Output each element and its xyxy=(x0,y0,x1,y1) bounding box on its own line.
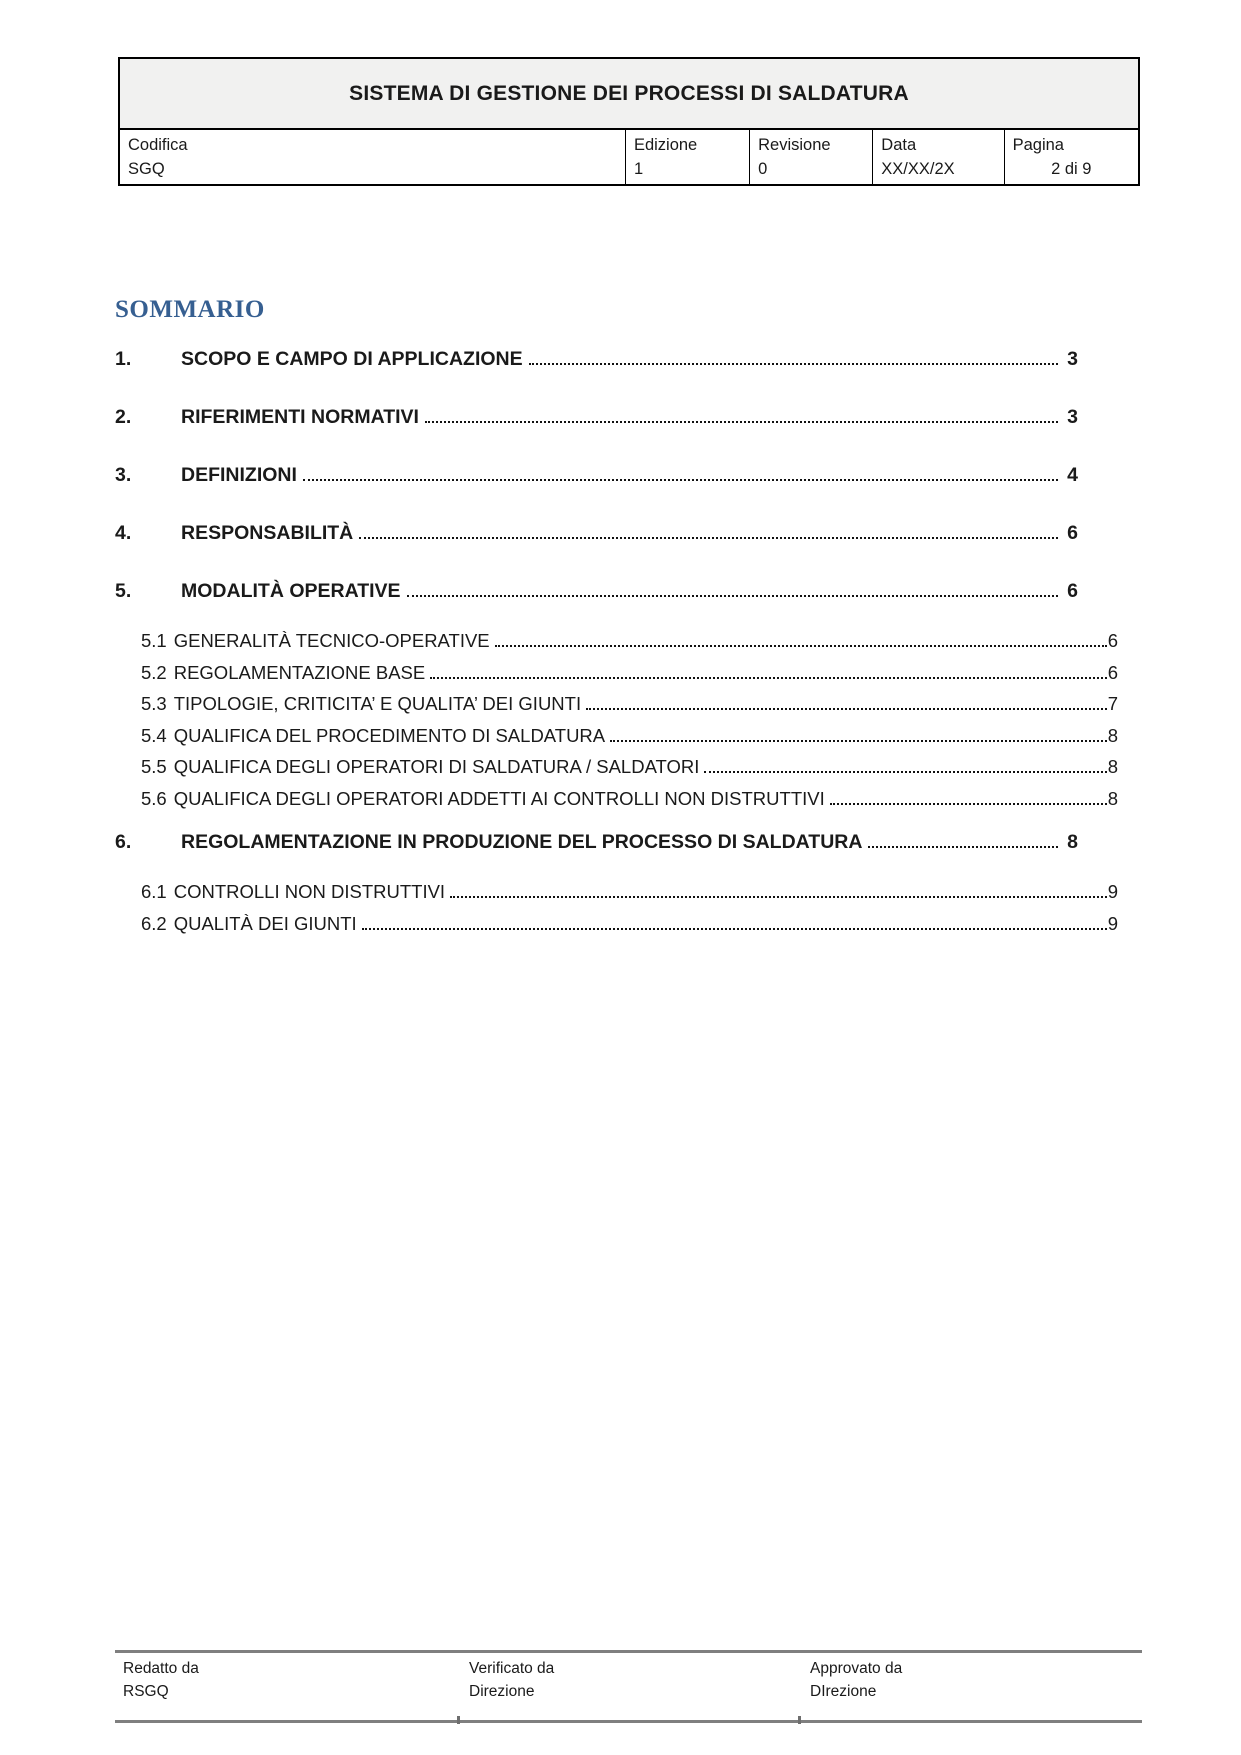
document-header-fields xyxy=(120,130,1138,184)
toc-entry-number: 6. xyxy=(115,831,132,853)
toc-entry-page: 7 xyxy=(1107,693,1118,714)
dotted-leader xyxy=(425,421,1058,423)
toc-entry-number: 1. xyxy=(115,348,132,370)
toc-entry-page: 8 xyxy=(1107,787,1118,809)
toc-entry-label: RESPONSABILITÀ xyxy=(181,522,354,544)
toc-entry-label: SCOPO E CAMPO DI APPLICAZIONE xyxy=(181,348,523,370)
toc-entry-label: QUALIFICA DEL PROCEDIMENTO DI SALDATURA xyxy=(173,724,606,746)
toc-entry-number: 5.5 xyxy=(141,756,167,777)
toc-entry-label: QUALIFICA DEGLI OPERATORI ADDETTI AI CONTROLLI NON DISTRUTTIVI xyxy=(173,787,825,809)
toc-subsection-group-5 xyxy=(115,630,1118,819)
table-of-contents xyxy=(115,296,1118,954)
toc-entry-number: 5. xyxy=(115,580,132,602)
toc-entry-label: REGOLAMENTAZIONE BASE xyxy=(173,661,426,683)
toc-entry-3 xyxy=(115,464,1118,487)
toc-entry-page: 8 xyxy=(1107,756,1118,777)
dotted-leader xyxy=(704,771,1106,773)
toc-entry-page: 4 xyxy=(1067,464,1078,486)
toc-entry-number: 6.1 xyxy=(141,881,167,902)
dotted-leader xyxy=(430,677,1106,679)
dotted-leader xyxy=(362,928,1107,930)
toc-entry-page: 8 xyxy=(1107,724,1118,746)
toc-entry-page: 8 xyxy=(1067,831,1078,853)
dotted-leader xyxy=(359,537,1058,539)
toc-entry-label: QUALITÀ DEI GIUNTI xyxy=(173,912,357,934)
data-value: XX/XX/2X xyxy=(881,160,955,178)
edizione-label: Edizione xyxy=(633,136,698,154)
toc-entry-6-2 xyxy=(141,913,1118,945)
data-label: Data xyxy=(881,136,917,154)
dotted-leader xyxy=(450,896,1107,898)
toc-entry-page: 3 xyxy=(1067,348,1078,370)
header-cell-edizione xyxy=(626,130,750,184)
toc-entry-6-1 xyxy=(141,881,1118,913)
toc-entry-page: 6 xyxy=(1067,522,1078,544)
revisione-value: 0 xyxy=(758,160,768,178)
codifica-value: SGQ xyxy=(128,160,165,178)
toc-entry-1 xyxy=(115,348,1118,371)
codifica-label: Codifica xyxy=(128,136,188,154)
toc-entry-label: DEFINIZIONI xyxy=(181,464,297,486)
footer-column-divider-tick xyxy=(798,1716,801,1724)
footer-redatto xyxy=(123,1657,199,1703)
dotted-leader xyxy=(303,479,1058,481)
toc-subsection-group-6 xyxy=(115,881,1118,944)
footer-column-divider-tick xyxy=(457,1716,460,1724)
toc-entry-label: RIFERIMENTI NORMATIVI xyxy=(181,406,419,428)
header-cell-revisione xyxy=(750,130,873,184)
header-cell-codifica xyxy=(120,130,626,184)
toc-entry-number: 2. xyxy=(115,406,132,428)
toc-entry-page: 9 xyxy=(1107,912,1118,934)
document-header-table xyxy=(118,57,1140,186)
edizione-value: 1 xyxy=(633,160,644,178)
toc-entry-number: 6.2 xyxy=(141,912,167,934)
toc-entry-number: 4. xyxy=(115,522,132,544)
toc-entry-5-6 xyxy=(141,788,1118,820)
toc-entry-label: CONTROLLI NON DISTRUTTIVI xyxy=(173,881,446,902)
dotted-leader xyxy=(830,803,1107,805)
dotted-leader xyxy=(529,363,1059,365)
toc-entry-page: 6 xyxy=(1067,580,1078,602)
toc-entry-number: 5.4 xyxy=(141,724,167,746)
pagina-label: Pagina xyxy=(1012,136,1064,154)
toc-entry-number: 5.3 xyxy=(141,693,167,714)
toc-entry-5-1 xyxy=(141,630,1118,662)
toc-entry-label: TIPOLOGIE, CRITICITA’ E QUALITA’ DEI GIUNTI xyxy=(173,693,582,714)
toc-entry-label: GENERALITÀ TECNICO-OPERATIVE xyxy=(173,630,490,651)
revisione-label: Revisione xyxy=(758,136,831,154)
header-cell-data xyxy=(873,130,1004,184)
toc-entry-label: QUALIFICA DEGLI OPERATORI DI SALDATURA / SALDATORI xyxy=(173,756,700,777)
footer-top-rule xyxy=(115,1650,1142,1653)
toc-entry-number: 5.6 xyxy=(141,787,167,809)
dotted-leader xyxy=(407,595,1059,597)
toc-entry-number: 5.2 xyxy=(141,661,167,683)
verificato-label: Verificato da xyxy=(469,1660,555,1677)
toc-entry-5-2 xyxy=(141,662,1118,694)
footer-verificato xyxy=(469,1657,554,1703)
footer-approvato xyxy=(810,1657,902,1703)
dotted-leader xyxy=(868,846,1058,848)
dotted-leader xyxy=(586,708,1107,710)
toc-entries xyxy=(115,348,1118,944)
approvato-label: Approvato da xyxy=(810,1660,903,1677)
header-cell-pagina xyxy=(1005,130,1138,184)
toc-entry-page: 9 xyxy=(1107,881,1118,902)
dotted-leader xyxy=(610,740,1107,742)
footer-bottom-rule xyxy=(115,1720,1142,1723)
toc-entry-page: 6 xyxy=(1107,661,1118,683)
toc-entry-6 xyxy=(115,831,1118,854)
toc-entry-5-4 xyxy=(141,725,1118,757)
toc-entry-5 xyxy=(115,580,1118,603)
toc-entry-number: 3. xyxy=(115,464,132,486)
verificato-value: Direzione xyxy=(469,1683,535,1700)
toc-entry-label: MODALITÀ OPERATIVE xyxy=(181,580,401,602)
toc-entry-4 xyxy=(115,522,1118,545)
approvato-value: DIrezione xyxy=(810,1683,877,1700)
redatto-label: Redatto da xyxy=(123,1660,199,1677)
redatto-value: RSGQ xyxy=(123,1683,169,1700)
toc-entry-label: REGOLAMENTAZIONE IN PRODUZIONE DEL PROCESSO DI SALDATURA xyxy=(181,831,863,853)
toc-entry-page: 3 xyxy=(1067,406,1078,428)
pagina-value: 2 di 9 xyxy=(1051,160,1092,178)
toc-heading: SOMMARIO xyxy=(115,296,265,323)
toc-entry-2 xyxy=(115,406,1118,429)
toc-entry-5-5 xyxy=(141,756,1118,788)
dotted-leader xyxy=(495,645,1107,647)
document-title: SISTEMA DI GESTIONE DEI PROCESSI DI SALDATURA xyxy=(120,59,1138,130)
toc-entry-number: 5.1 xyxy=(141,630,167,651)
toc-entry-page: 6 xyxy=(1107,630,1118,651)
toc-entry-5-3 xyxy=(141,693,1118,725)
